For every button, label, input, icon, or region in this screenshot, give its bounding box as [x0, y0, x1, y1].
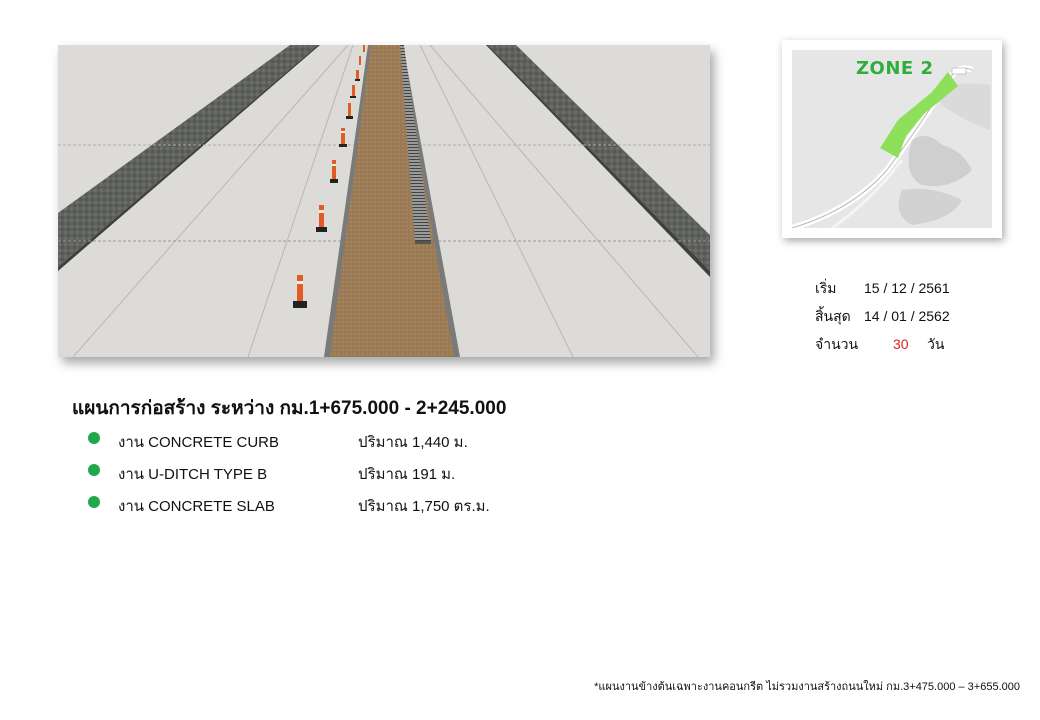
- footnote: *แผนงานข้างต้นเฉพาะงานคอนกรีต ไม่รวมงานสร้างถนนใหม่ กม.3+475.000 – 3+655.000: [594, 681, 1020, 693]
- plan-title: แผนการก่อสร้าง ระหว่าง กม.1+675.000 - 2+245.000: [72, 398, 507, 419]
- zone-label: ZONE 2: [856, 58, 934, 79]
- item-quantity: ปริมาณ 1,440 ม.: [358, 434, 468, 451]
- bullet-icon: [88, 496, 100, 508]
- start-label: เริ่ม: [815, 280, 837, 296]
- location-map: [782, 40, 1002, 238]
- item-quantity: ปริมาณ 1,750 ตร.ม.: [358, 498, 490, 515]
- duration-label: จำนวน: [815, 336, 859, 352]
- bullet-icon: [88, 464, 100, 476]
- item-quantity: ปริมาณ 191 ม.: [358, 466, 456, 483]
- item-name: งาน CONCRETE CURB: [118, 434, 280, 451]
- end-label: สิ้นสุด: [815, 308, 851, 324]
- start-date: 15 / 12 / 2561: [864, 280, 950, 296]
- duration-unit: วัน: [927, 336, 945, 352]
- end-date: 14 / 01 / 2562: [864, 308, 950, 324]
- item-name: งาน U-DITCH TYPE B: [118, 466, 268, 483]
- road-render-image: [58, 45, 710, 357]
- item-name: งาน CONCRETE SLAB: [118, 498, 275, 515]
- bullet-icon: [88, 432, 100, 444]
- duration-value: 30: [893, 336, 909, 352]
